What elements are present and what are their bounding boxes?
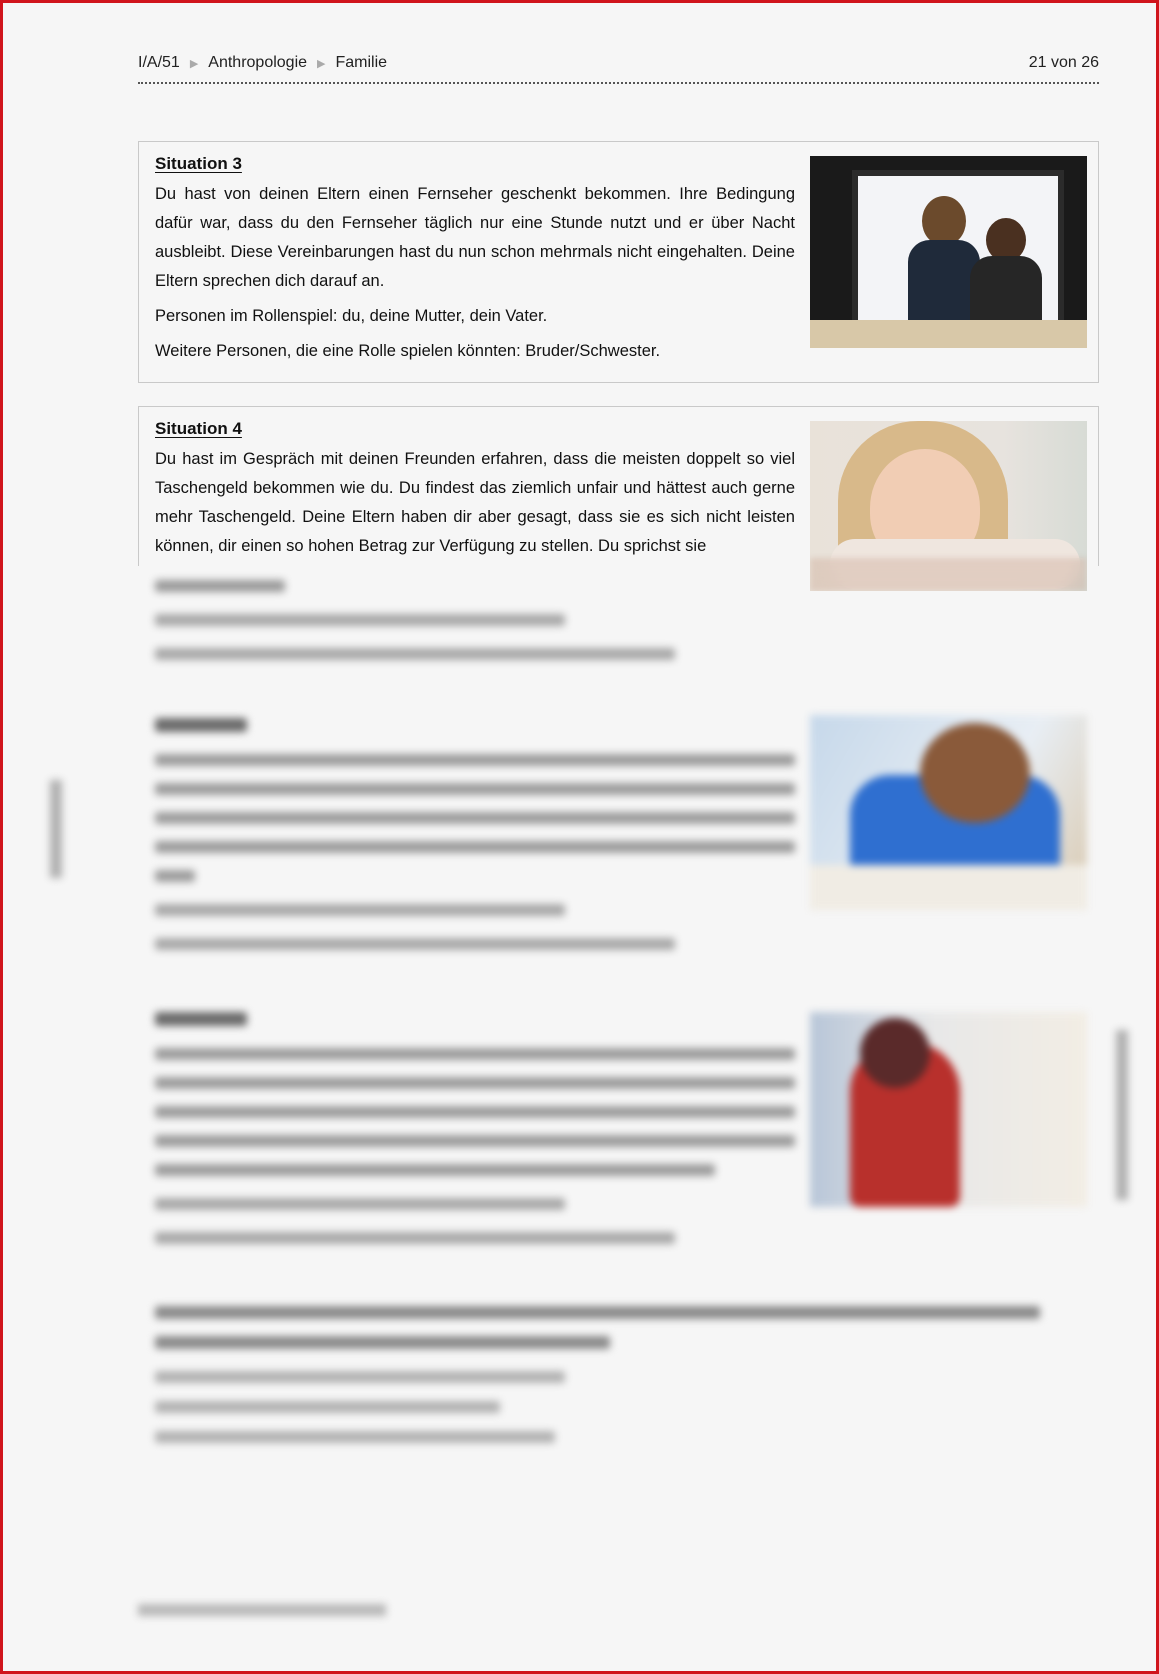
situation-3-content	[155, 154, 795, 372]
tv-kids-photo	[810, 156, 1087, 348]
page-header	[138, 50, 1099, 84]
blurred-situation-5	[155, 718, 795, 950]
girl-reading-photo	[810, 421, 1087, 591]
boy-homework-photo	[810, 715, 1087, 910]
breadcrumb-item-section: I/A/51	[138, 54, 180, 71]
triangle-right-icon: ▶	[189, 57, 199, 70]
blurred-instructions	[155, 1306, 1045, 1443]
sofa	[810, 320, 1087, 348]
situation-4-text: Du hast im Gespräch mit deinen Freunden erfahren, dass die meisten doppelt so viel Taschengeld bekommen wie du. Du findest das ziemlich unfair und hättest auch gerne mehr Taschengeld. Deine Eltern haben dir aber gesagt, dass sie es sich nicht leisten können, dir einen so hohen Betrag zur Verfügung zu stellen. Du sprichst sie	[155, 450, 795, 555]
breadcrumb	[138, 54, 387, 72]
blurred-situation-4-tail	[155, 572, 795, 660]
page-footer	[138, 1604, 386, 1616]
situation-3-persons: Personen im Rollenspiel: du, deine Mutter, dein Vater.	[155, 307, 548, 325]
vertical-image-credit	[1116, 1030, 1128, 1200]
girl-kitchen-photo	[810, 1012, 1087, 1207]
situation-3-title: Situation 3	[155, 154, 242, 173]
vertical-copyright-note	[50, 780, 62, 878]
breadcrumb-item-topic: Anthropologie	[208, 54, 308, 71]
situation-4-title: Situation 4	[155, 419, 242, 438]
situation-3-further-persons: Weitere Personen, die eine Rolle spielen könnten: Bruder/Schwester.	[155, 342, 661, 360]
page-number: 21 von 26	[1028, 54, 1099, 71]
triangle-right-icon: ▶	[317, 57, 326, 70]
blur-overlay	[810, 558, 1087, 591]
situation-3-text: Du hast von deinen Eltern einen Fernseher geschenkt bekommen. Ihre Bedingung dafür war, dass du den Fernseher täglich nur eine Stunde nutzt und er über Nacht ausbleibt. Diese Vereinbarungen hast du nun schon mehrmals nicht eingehalten. Deine Eltern sprechen dich darauf an.	[155, 185, 795, 290]
breadcrumb-item-subtopic: Familie	[335, 54, 388, 71]
situation-4-content	[155, 419, 795, 567]
blurred-situation-6	[155, 1012, 795, 1244]
